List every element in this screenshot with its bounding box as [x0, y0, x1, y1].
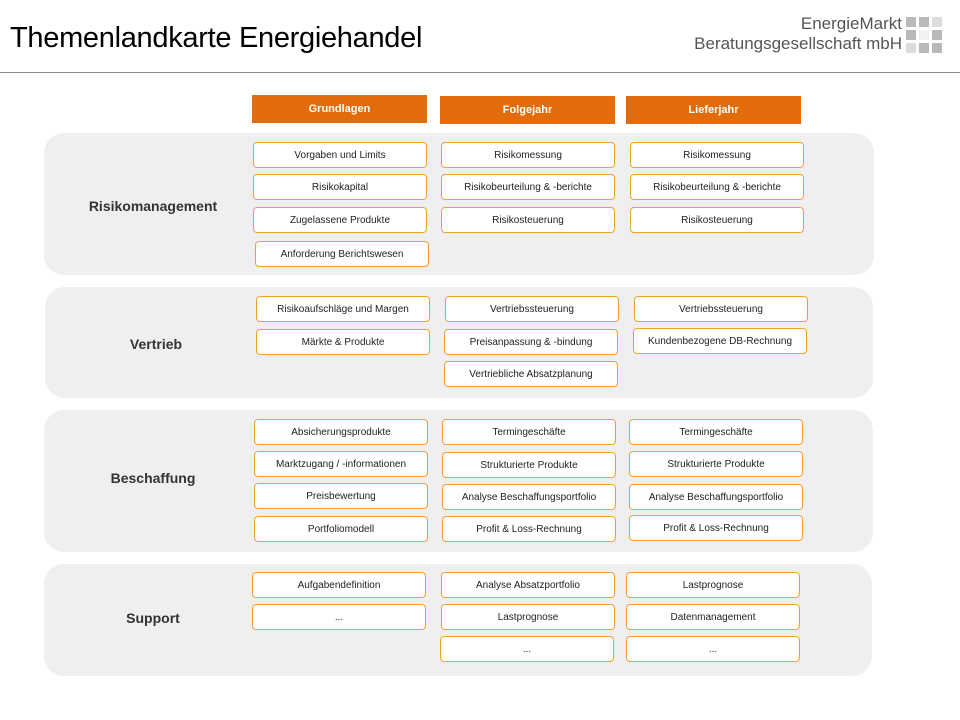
column-header-folgejahr: Folgejahr	[440, 96, 615, 124]
topic-item: Risikobeurteilung & -berichte	[441, 174, 615, 200]
topic-item: ...	[252, 604, 426, 630]
brand-line-1: EnergieMarkt	[800, 14, 902, 33]
topic-item: Analyse Beschaffungsportfolio	[629, 484, 803, 510]
topic-item: Risikosteuerung	[441, 207, 615, 233]
topic-item: Lastprognose	[626, 572, 800, 598]
topic-item: Profit & Loss-Rechnung	[442, 516, 616, 542]
band-label-vertrieb: Vertrieb	[129, 336, 183, 352]
topic-item: Zugelassene Produkte	[253, 207, 427, 233]
topic-item: Risikokapital	[253, 174, 427, 200]
topic-item: Vertriebssteuerung	[634, 296, 808, 322]
topic-item: Risikoaufschläge und Margen	[256, 296, 430, 322]
band-label-risikomanagement: Risikomanagement	[88, 198, 218, 214]
topic-item: Aufgabendefinition	[252, 572, 426, 598]
topic-item: Preisbewertung	[254, 483, 428, 509]
page-title: Themenlandkarte Energiehandel	[10, 22, 423, 54]
brand-name	[694, 14, 902, 54]
header-divider	[0, 72, 960, 73]
topic-item: Lastprognose	[441, 604, 615, 630]
topic-item: Märkte & Produkte	[256, 329, 430, 355]
topic-item: Risikosteuerung	[630, 207, 804, 233]
topic-item: Termingeschäfte	[629, 419, 803, 445]
topic-item: Datenmanagement	[626, 604, 800, 630]
topic-item: Risikomessung	[441, 142, 615, 168]
topic-item: Risikobeurteilung & -berichte	[630, 174, 804, 200]
topic-item: Vertriebliche Absatzplanung	[444, 361, 618, 387]
topic-item: Profit & Loss-Rechnung	[629, 515, 803, 541]
topic-item: Termingeschäfte	[442, 419, 616, 445]
topic-item: Marktzugang / -informationen	[254, 451, 428, 477]
band-label-beschaffung: Beschaffung	[110, 470, 196, 486]
topic-item: Vertriebssteuerung	[445, 296, 619, 322]
topic-item: Kundenbezogene DB-Rechnung	[633, 328, 807, 354]
topic-item: Vorgaben und Limits	[253, 142, 427, 168]
topic-item: Strukturierte Produkte	[629, 451, 803, 477]
brand-logo-icon	[906, 17, 942, 53]
topic-item: Preisanpassung & -bindung	[444, 329, 618, 355]
topic-item: Analyse Absatzportfolio	[441, 572, 615, 598]
column-header-lieferjahr: Lieferjahr	[626, 96, 801, 124]
topic-item: Absicherungsprodukte	[254, 419, 428, 445]
topic-item: Strukturierte Produkte	[442, 452, 616, 478]
topic-item: Risikomessung	[630, 142, 804, 168]
topic-item: ...	[440, 636, 614, 662]
topic-item: Analyse Beschaffungsportfolio	[442, 484, 616, 510]
brand-line-2: Beratungsgesellschaft mbH	[694, 34, 902, 53]
band-label-support: Support	[126, 610, 180, 626]
column-header-grundlagen: Grundlagen	[252, 95, 427, 123]
topic-item: Portfoliomodell	[254, 516, 428, 542]
topic-item: ...	[626, 636, 800, 662]
topic-item: Anforderung Berichtswesen	[255, 241, 429, 267]
